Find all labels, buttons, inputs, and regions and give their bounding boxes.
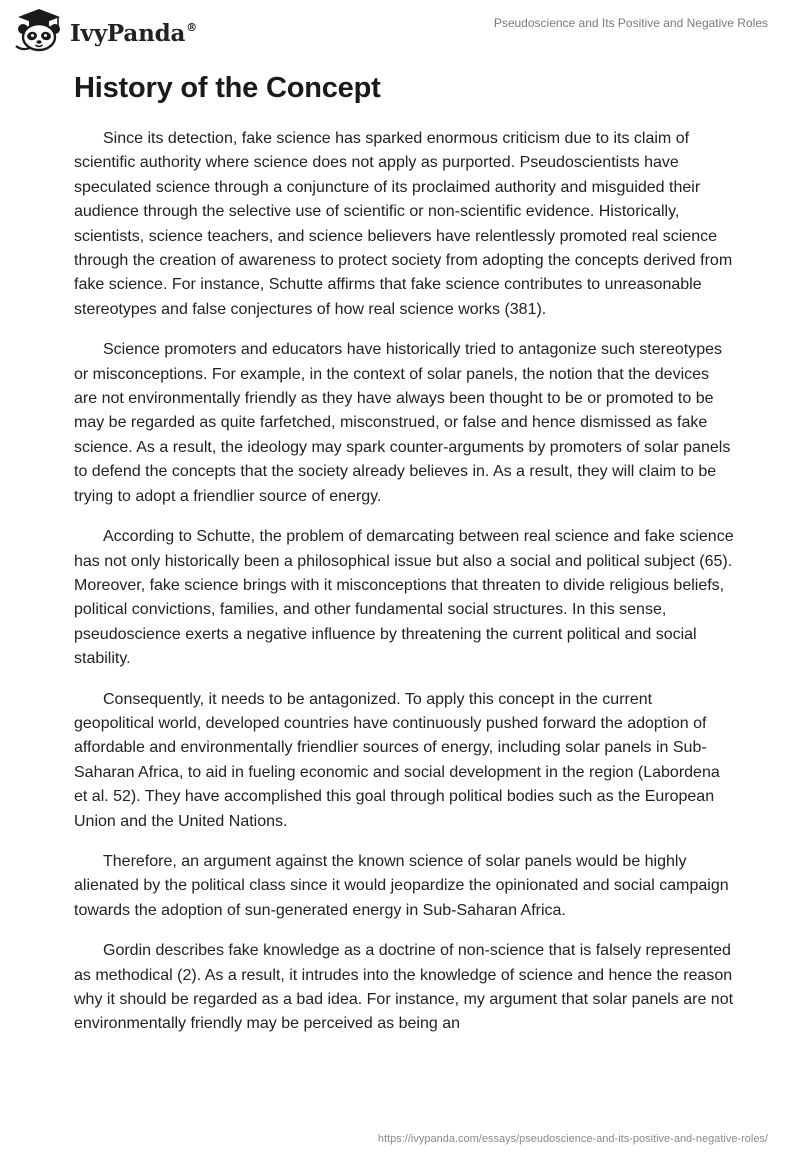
brand-logo[interactable] [14,8,197,52]
page-header [0,0,800,60]
panda-graduate-icon [14,8,64,52]
paragraph: According to Schutte, the problem of demarcating between real science and fake science has not only historically been a philosophical issue but also a social and political subject (65). Moreover, fake science brings with it misconceptions that threaten to divide religious beliefs, political convictions, families, and other fundamental social structures. In this sense, pseudoscience exerts a negative influence by threatening the current political and social stability. [74,528,734,668]
section-heading: History of the Concept [74,72,381,104]
paragraph: Consequently, it needs to be antagonized. To apply this concept in the current geopolitical world, developed countries have continuously pushed forward the adoption of affordable and environmentally friendlier sources of energy, including solar panels in Sub-Saharan Africa, to aid in fueling economic and social development in the region (Labordena et al. 52). They have accomplished this goal through political bodies such as the European Union and the United Nations. [74,690,720,830]
document-title: Pseudoscience and Its Positive and Negative Roles [493,16,768,30]
registered-mark: ® [186,20,197,34]
paragraph: Gordin describes fake knowledge as a doctrine of non-science that is falsely represented as methodical (2). As a result, it intrudes into the knowledge of science and hence the reason why it should be regarded as a bad idea. For instance, my argument that solar panels are not environmentally friendly may be perceived as being an [74,942,734,1033]
source-url[interactable]: https://ivypanda.com/essays/pseudoscience-and-its-positive-and-negative-roles/ [377,1133,768,1145]
article-content [74,72,734,1053]
paragraph: Therefore, an argument against the known science of solar panels would be highly alienated by the political class since it would jeopardize the opinionated and social campaign towards the adoption of sun-generated energy in Sub-Saharan Africa. [74,852,729,919]
paragraph: Science promoters and educators have historically tried to antagonize such stereotypes or misconceptions. For example, in the context of solar panels, the notion that the devices are not environmentally friendly as they have always been thought to be or promoted to be may be regarded as quite farfetched, misconstrued, or false and hence dismissed as fake science. As a result, the ideology may spark counter-arguments by promoters of solar panels to defend the concepts that the society already believes in. As a result, they will claim to be trying to adopt a friendlier source of energy. [74,341,731,505]
brand-name: IvyPanda® [70,19,197,47]
paragraph: Since its detection, fake science has sparked enormous criticism due to its claim of scientific authority where science does not apply as purported. Pseudoscientists have speculated science through a conjuncture of its proclaimed authority and misguided their audience through the selective use of scientific or non-scientific evidence. Historically, scientists, science teachers, and science believers have relentlessly promoted real science through the creation of awareness to protect society from adopting the concepts derived from fake science. For instance, Schutte affirms that fake science contributes to unreasonable stereotypes and false conjectures of how real science works (381). [74,130,733,318]
